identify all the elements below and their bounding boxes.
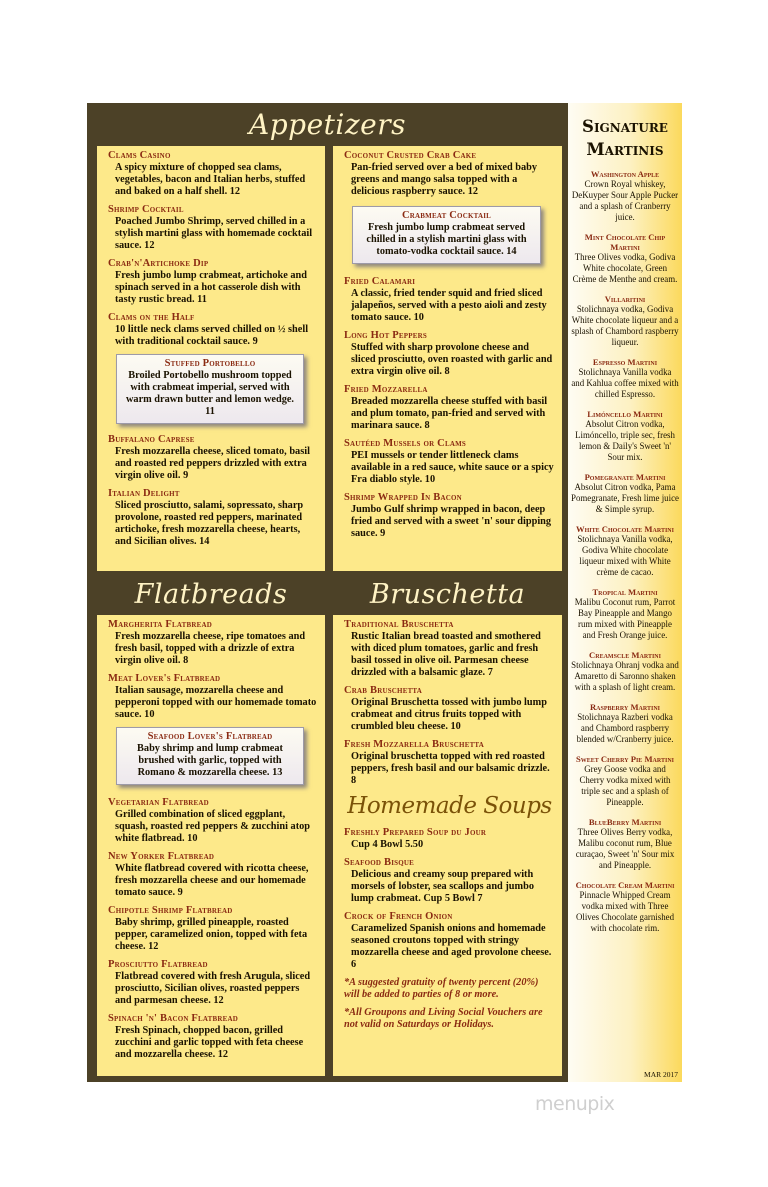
appetizers-heading: Appetizers: [249, 108, 406, 141]
martinis-sidebar: [568, 103, 682, 1082]
item-description: Poached Jumbo Shrimp, served chilled in a stylish martini glass with homemade cocktail sauce. 12: [115, 216, 313, 251]
item-name: BlueBerry Martini: [588, 817, 662, 827]
item-description: Stolichnaya Vanilla vodka and Kahlua coffee mixed with chilled Espresso.: [571, 367, 679, 399]
item-description: Jumbo Gulf shrimp wrapped in bacon, deep fried and served with a sweet 'n' sour dipping sauce. 9: [351, 504, 552, 539]
item-name: Washington Apple: [590, 169, 660, 179]
item-description: Crown Royal whiskey, DeKuyper Sour Apple Pucker and a splash of Cranberry juice.: [571, 179, 679, 222]
item-name: Creamscle Martini: [589, 650, 661, 660]
menu-item: [108, 488, 318, 548]
item-description: Fresh mozzarella cheese, sliced tomato, basil and roasted red peppers drizzled with extra virgin olive oil. 9: [115, 446, 310, 481]
item-name: Spinach 'n' Bacon Flatbread: [108, 1013, 239, 1024]
item-name: Italian Delight: [108, 488, 180, 499]
menu-item: [344, 685, 555, 733]
bruschetta-heading: Bruschetta: [369, 579, 526, 610]
menu-item: [108, 434, 318, 482]
item-description: Three Olives vodka, Godiva White chocolate, Green Crème de Menthe and cream.: [572, 252, 678, 284]
item-description: Italian sausage, mozzarella cheese and pepperoni topped with our homemade tomato sauce. 10: [115, 685, 317, 720]
menu-item: [344, 911, 555, 971]
item-description: Original bruschetta topped with red roasted peppers, fresh basil and our balsamic drizzle. 8: [351, 751, 550, 786]
item-name: Shrimp Wrapped In Bacon: [344, 492, 462, 503]
item-name: Seafood Bisque: [344, 857, 414, 868]
stuffed-portobello-box: [116, 354, 304, 424]
martini-item: [571, 294, 679, 348]
item-name: Crabmeat Cocktail: [402, 210, 491, 221]
martinis-title-2: Martinis: [586, 140, 664, 159]
item-name: Chipotle Shrimp Flatbread: [108, 905, 233, 916]
voucher-note: *All Groupons and Living Social Vouchers are not valid on Saturdays or Holidays.: [344, 1007, 543, 1030]
menu-item: [344, 330, 555, 378]
menu-item: [108, 797, 318, 845]
menu-item: [108, 959, 318, 1007]
item-name: Clams Casino: [108, 150, 171, 161]
menu-item: [108, 905, 318, 953]
appetizers-left-panel: [97, 146, 325, 571]
martini-item: [571, 650, 679, 693]
item-description: Stolichnaya Razberi vodka and Chambord raspberry blended w/Cranberry juice.: [576, 712, 674, 744]
item-description: Fresh jumbo lump crabmeat, artichoke and spinach served in a hot casserole dish with tasty rustic bread. 11: [115, 270, 308, 305]
item-name: Meat Lover's Flatbread: [108, 673, 221, 684]
item-name: Buffalano Caprese: [108, 434, 195, 445]
item-name: Fresh Mozzarella Bruschetta: [344, 739, 485, 750]
item-description: Pan-fried served over a bed of mixed baby greens and mango salsa topped with a delicious raspberry sauce. 12: [351, 162, 537, 197]
martini-item: [571, 880, 679, 934]
martini-item: [571, 472, 679, 515]
item-description: Original Bruschetta tossed with jumbo lump crabmeat and citrus fruits topped with crumbled bleu cheese. 10: [351, 697, 547, 732]
menu-date: MAR 2017: [644, 1070, 678, 1079]
item-description: Breaded mozzarella cheese stuffed with basil and plum tomato, pan-fried and served with marinara sauce. 8: [351, 396, 548, 431]
crabmeat-cocktail-box: [352, 206, 541, 264]
menu-item: [108, 204, 318, 252]
martini-item: [571, 817, 679, 871]
menu-item: [344, 827, 555, 851]
item-name: Mint Chocolate Chip Martini: [584, 232, 666, 252]
flatbreads-panel: [97, 615, 325, 1076]
item-description: White flatbread covered with ricotta cheese, fresh mozzarella cheese and our homemade tomato sauce. 9: [115, 863, 309, 898]
item-name: Prosciutto Flatbread: [108, 959, 208, 970]
item-name: Freshly Prepared Soup du Jour: [344, 827, 487, 838]
item-description: Flatbread covered with fresh Arugula, sliced prosciutto, Sicilian olives, roasted peppers and parmesan cheese. 12: [115, 971, 311, 1006]
item-description: Stuffed with sharp provolone cheese and sliced prosciutto, oven roasted with garlic and extra virgin olive oil. 8: [351, 342, 553, 377]
item-description: Caramelized Spanish onions and homemade seasoned croutons topped with stringy mozzarella cheese and aged provolone cheese. 6: [351, 923, 552, 970]
flatbreads-heading: Flatbreads: [134, 579, 288, 610]
item-name: Fried Calamari: [344, 276, 416, 287]
item-name: Coconut Crusted Crab Cake: [344, 150, 477, 161]
martini-item: [571, 587, 679, 641]
item-name: Crock of French Onion: [344, 911, 453, 922]
menu-item: [344, 276, 555, 324]
item-description: Absolut Citron vodka, Pama Pomegranate, Fresh lime juice & Simple syrup.: [571, 482, 679, 514]
item-name: Shrimp Cocktail: [108, 204, 184, 215]
item-name: White Chocolate Martini: [576, 524, 674, 534]
martini-item: [571, 754, 679, 808]
menu-item: [108, 851, 318, 899]
item-name: Pomegranate Martini: [584, 472, 666, 482]
item-name: Villaritini: [604, 294, 646, 304]
item-description: Grilled combination of sliced eggplant, squash, roasted red peppers & zucchini atop white flatbread. 10: [115, 809, 310, 844]
menu-item: [344, 739, 555, 787]
item-name: Raspberry Martini: [589, 702, 661, 712]
menupix-watermark: menupix: [535, 1093, 615, 1115]
menu-item: [344, 384, 555, 432]
menu-item: [108, 673, 318, 721]
menu-item: [108, 1013, 318, 1061]
appetizers-right-panel: [333, 146, 562, 571]
item-description: PEI mussels or tender littleneck clams available in a red sauce, white sauce or a spicy Fra diablo style. 10: [351, 450, 554, 485]
item-name: New Yorker Flatbread: [108, 851, 215, 862]
martini-item: [571, 169, 679, 223]
item-description: Stolichnaya vodka, Godiva White chocolate liqueur and a splash of Chambord raspberry liqueur.: [571, 304, 679, 347]
item-name: Espresso Martini: [592, 357, 658, 367]
menu-item: [108, 312, 318, 348]
item-description: A spicy mixture of chopped sea clams, vegetables, bacon and Italian herbs, stuffed and baked on a half shell. 12: [115, 162, 306, 197]
menu-item: [344, 438, 555, 486]
menu-item: [344, 492, 555, 540]
item-description: Cup 4 Bowl 5.50: [351, 839, 424, 850]
item-description: Baby shrimp and lump crabmeat brushed with garlic, topped with Romano & mozzarella cheese. 13: [137, 743, 283, 778]
item-name: Limóncello Martini: [587, 409, 663, 419]
item-name: Long Hot Peppers: [344, 330, 427, 341]
item-description: Malibu Coconut rum, Parrot Bay Pineapple and Mango rum mixed with Pineapple and Fresh Orange juice.: [574, 597, 676, 640]
item-name: Vegetarian Flatbread: [108, 797, 209, 808]
martini-item: [571, 702, 679, 745]
menu-item: [108, 619, 318, 667]
item-description: Three Olives Berry vodka, Malibu coconut rum, Blue curaçao, Sweet 'n' Sour mix and Pineapple.: [575, 827, 675, 870]
item-name: Crab'n'Artichoke Dip: [108, 258, 209, 269]
item-name: Sweet Cherry Pie Martini: [575, 754, 675, 764]
item-name: Tropical Martini: [592, 587, 658, 597]
item-name: Sautéed Mussels or Clams: [344, 438, 466, 449]
menu-item: [344, 619, 555, 679]
item-name: Crab Bruschetta: [344, 685, 423, 696]
martinis-title-1: Signature: [582, 117, 668, 136]
menu-item: [344, 857, 555, 905]
item-name: Seafood Lover's Flatbread: [147, 731, 273, 742]
menu-item: [108, 150, 318, 198]
martini-item: [571, 232, 679, 285]
martini-item: [571, 409, 679, 463]
soups-heading: Homemade Soups: [347, 793, 552, 819]
item-description: Fresh Spinach, chopped bacon, grilled zucchini and garlic topped with feta cheese and mozzarella cheese. 12: [115, 1025, 304, 1060]
item-description: Sliced prosciutto, salami, sopressato, sharp provolone, roasted red peppers, marinated artichoke, fresh mozzarella cheese, hearts, and Sicilian olives. 14: [115, 500, 304, 547]
item-description: Broiled Portobello mushroom topped with crabmeat imperial, served with warm drawn butter and lemon wedge. 11: [126, 370, 294, 417]
seafood-lover-box: [116, 727, 304, 785]
item-name: Stuffed Portobello: [164, 358, 256, 369]
item-name: Traditional Bruschetta: [344, 619, 454, 630]
item-description: A classic, fried tender squid and fried sliced jalapeños, served with a pesto aioli and zesty tomato sauce. 10: [351, 288, 547, 323]
gratuity-note: *A suggested gratuity of twenty percent (20%) will be added to parties of 8 or more.: [344, 977, 539, 1000]
item-description: Delicious and creamy soup prepared with morsels of lobster, sea scallops and jumbo lump crabmeat. Cup 5 Bowl 7: [351, 869, 534, 904]
item-description: Stolichnaya Ohranj vodka and Amaretto di Saronno shaken with a splash of light cream.: [571, 660, 679, 692]
item-description: Rustic Italian bread toasted and smothered with diced plum tomatoes, garlic and fresh basil tossed in olive oil. Parmesan cheese drizzled with a balsamic glaze. 7: [351, 631, 541, 678]
item-description: Fresh jumbo lump crabmeat served chilled in a stylish martini glass with tomato-vodka cocktail sauce. 14: [366, 222, 527, 257]
martini-item: [571, 524, 679, 578]
item-description: Pinnacle Whipped Cream vodka mixed with Three Olives Chocolate garnished with chocolate rim.: [575, 890, 675, 933]
item-name: Clams on the Half: [108, 312, 195, 323]
menu-item: [108, 258, 318, 306]
item-description: 10 little neck clams served chilled on ½ shell with traditional cocktail sauce. 9: [115, 324, 309, 347]
martini-item: [571, 357, 679, 400]
menu-item: [344, 150, 555, 198]
item-name: Margherita Flatbread: [108, 619, 212, 630]
item-name: Chocolate Cream Martini: [575, 880, 675, 890]
item-description: Grey Goose vodka and Cherry vodka mixed with triple sec and a splash of Pineapple.: [579, 764, 671, 807]
item-description: Absolut Citron vodka, Limóncello, triple sec, fresh lemon & Daily's Sweet 'n' Sour mix.: [575, 419, 675, 462]
item-description: Baby shrimp, grilled pineapple, roasted pepper, caramelized onion, topped with feta cheese. 12: [115, 917, 308, 952]
bruschetta-soups-panel: [333, 615, 562, 1076]
item-description: Fresh mozzarella cheese, ripe tomatoes and fresh basil, topped with a drizzle of extra virgin olive oil. 8: [115, 631, 306, 666]
item-name: Fried Mozzarella: [344, 384, 428, 395]
item-description: Stolichnaya Vanilla vodka, Godiva White chocolate liqueur mixed with White crème de cacao.: [577, 534, 673, 577]
